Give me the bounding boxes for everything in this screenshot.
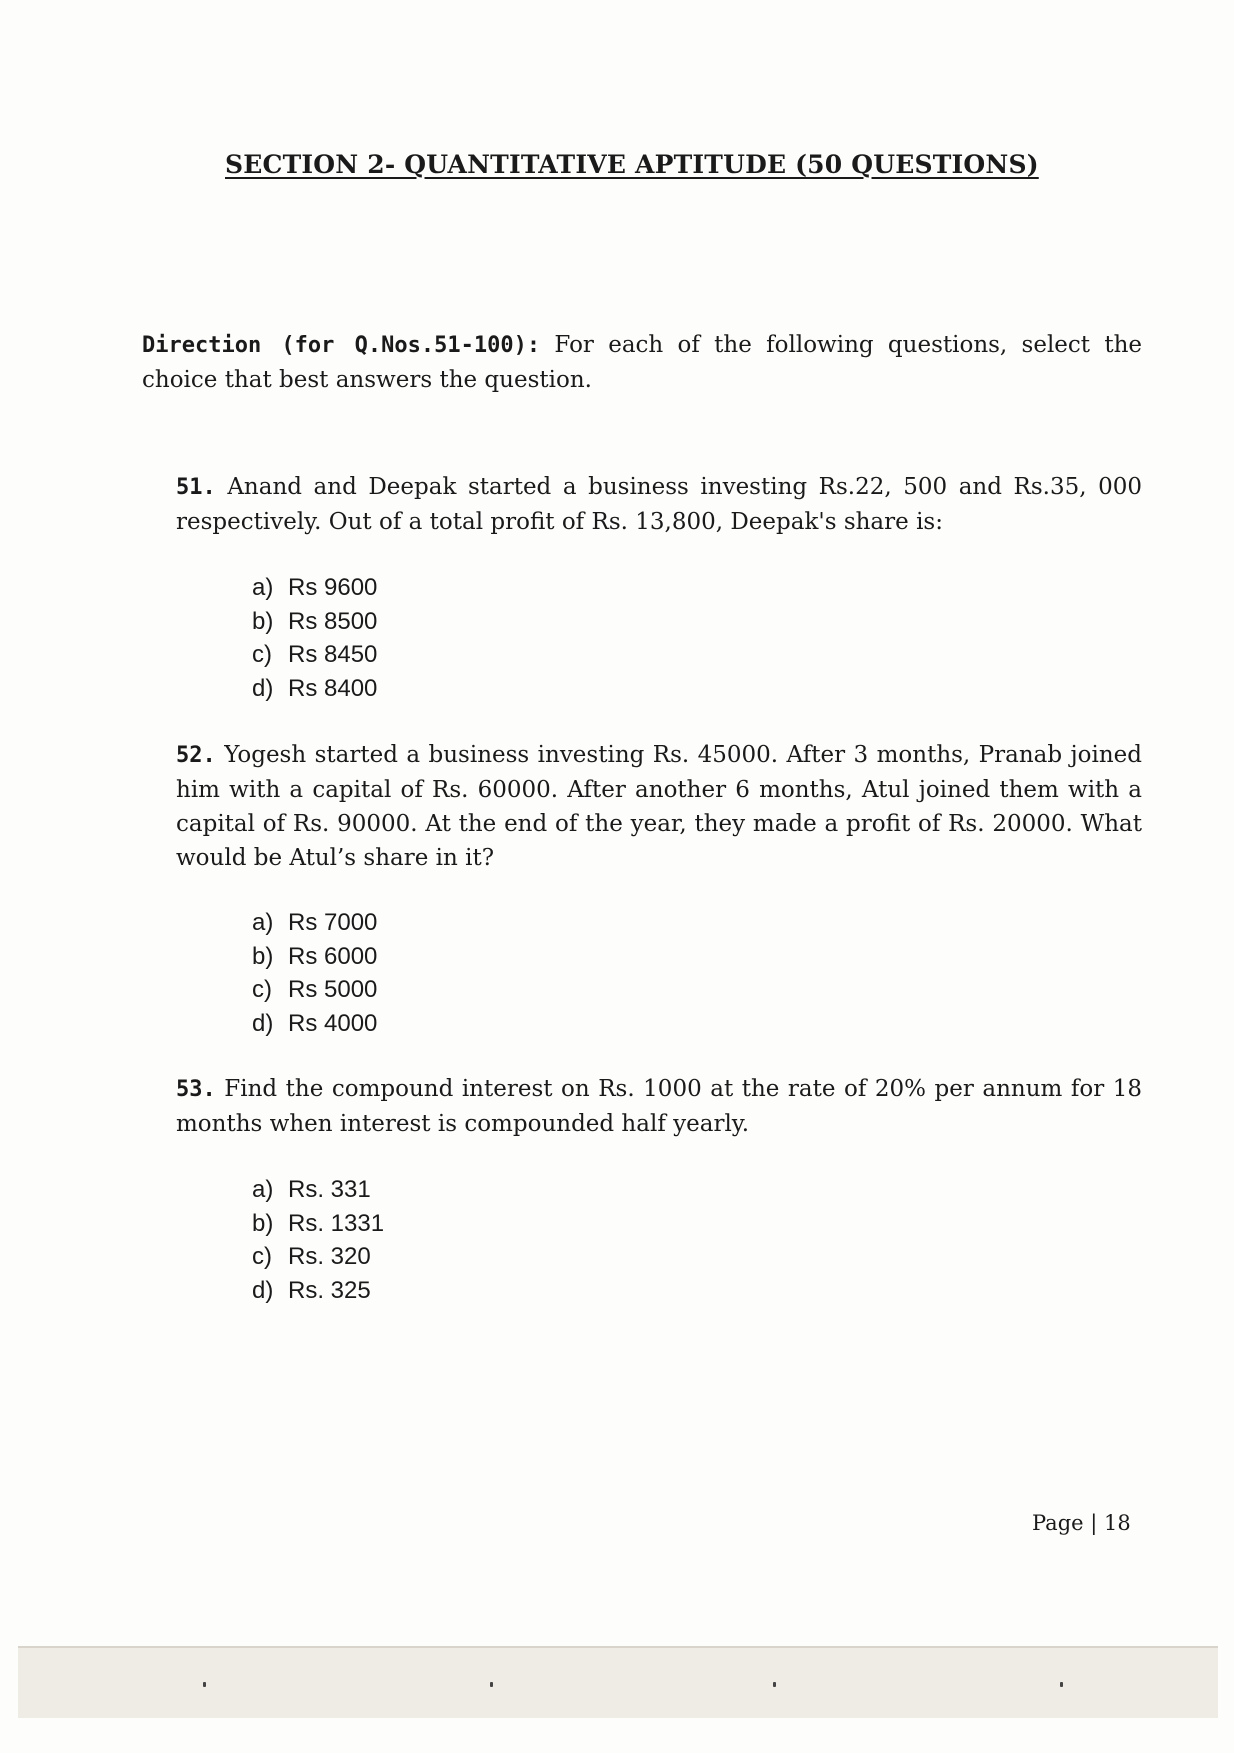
question-text bbox=[176, 470, 1142, 539]
question-53 bbox=[176, 1072, 1143, 1304]
option-d bbox=[252, 1274, 384, 1308]
options-list bbox=[252, 571, 377, 705]
option-c bbox=[252, 973, 377, 1007]
option-b bbox=[252, 1207, 384, 1241]
option-d bbox=[252, 672, 377, 706]
option-letter: d) bbox=[252, 1009, 274, 1037]
question-text bbox=[176, 1072, 1142, 1141]
question-body: Yogesh started a business investing Rs. 45000. After 3 months, Pranab joined him with a capital of Rs. 60000. After another 6 months, Atul joined them with a capital of Rs. 90000. At the end of the year, they made a profit of Rs. 20000. What would be Atul’s share in it? bbox=[176, 742, 1143, 871]
footer-mark bbox=[490, 1682, 493, 1687]
option-text: Rs. 325 bbox=[288, 1276, 371, 1304]
footer-mark bbox=[773, 1682, 776, 1687]
option-text: Rs. 320 bbox=[288, 1243, 371, 1270]
footer-mark bbox=[203, 1682, 206, 1687]
option-text: Rs 8400 bbox=[288, 674, 378, 702]
question-51 bbox=[176, 470, 1142, 702]
direction-text: For each of the following questions, select the choice that best answers the question. bbox=[142, 332, 1143, 393]
question-body: Find the compound interest on Rs. 1000 at the rate of 20% per annum for 18 months when interest is compounded half yearly. bbox=[176, 1076, 1143, 1137]
question-52 bbox=[176, 738, 1143, 1037]
option-letter: b) bbox=[252, 942, 274, 970]
option-letter: a) bbox=[252, 574, 274, 601]
footer-mark bbox=[1060, 1682, 1063, 1687]
option-letter: a) bbox=[252, 909, 274, 936]
question-number: 52. bbox=[176, 743, 216, 768]
option-b bbox=[252, 940, 377, 974]
option-a bbox=[252, 571, 377, 605]
option-text: Rs 9600 bbox=[288, 574, 378, 601]
page-number: Page | 18 bbox=[1032, 1511, 1131, 1535]
option-a bbox=[252, 906, 377, 940]
option-letter: c) bbox=[252, 1243, 272, 1270]
options-list bbox=[252, 1173, 384, 1307]
option-a bbox=[252, 1173, 384, 1207]
option-text: Rs 8500 bbox=[288, 607, 378, 635]
option-letter: b) bbox=[252, 1209, 274, 1237]
option-letter: a) bbox=[252, 1176, 274, 1203]
options-list bbox=[252, 906, 377, 1040]
question-number: 53. bbox=[176, 1077, 216, 1102]
section-title: SECTION 2- QUANTITATIVE APTITUDE (50 QUESTIONS) bbox=[225, 150, 1039, 179]
option-text: Rs 7000 bbox=[288, 909, 378, 936]
option-text: Rs. 331 bbox=[288, 1176, 371, 1203]
option-letter: b) bbox=[252, 607, 274, 635]
option-text: Rs. 1331 bbox=[288, 1209, 385, 1237]
option-text: Rs 4000 bbox=[288, 1009, 378, 1037]
option-b bbox=[252, 605, 377, 639]
option-c bbox=[252, 1240, 384, 1274]
option-letter: d) bbox=[252, 1276, 274, 1304]
option-d bbox=[252, 1007, 377, 1041]
direction-label: Direction (for Q.Nos.51-100): bbox=[142, 333, 541, 358]
option-c bbox=[252, 638, 377, 672]
option-text: Rs 5000 bbox=[288, 976, 378, 1003]
footer-band bbox=[18, 1646, 1218, 1718]
option-letter: d) bbox=[252, 674, 274, 702]
question-body: Anand and Deepak started a business investing Rs.22, 500 and Rs.35, 000 respectively. Out of a total profit of Rs. 13,800, Deepak's share is: bbox=[176, 474, 1142, 535]
question-text bbox=[176, 738, 1142, 875]
option-text: Rs 8450 bbox=[288, 641, 378, 668]
option-letter: c) bbox=[252, 976, 272, 1003]
question-number: 51. bbox=[176, 475, 216, 500]
direction-paragraph bbox=[142, 328, 1142, 397]
option-letter: c) bbox=[252, 641, 272, 668]
option-text: Rs 6000 bbox=[288, 942, 378, 970]
